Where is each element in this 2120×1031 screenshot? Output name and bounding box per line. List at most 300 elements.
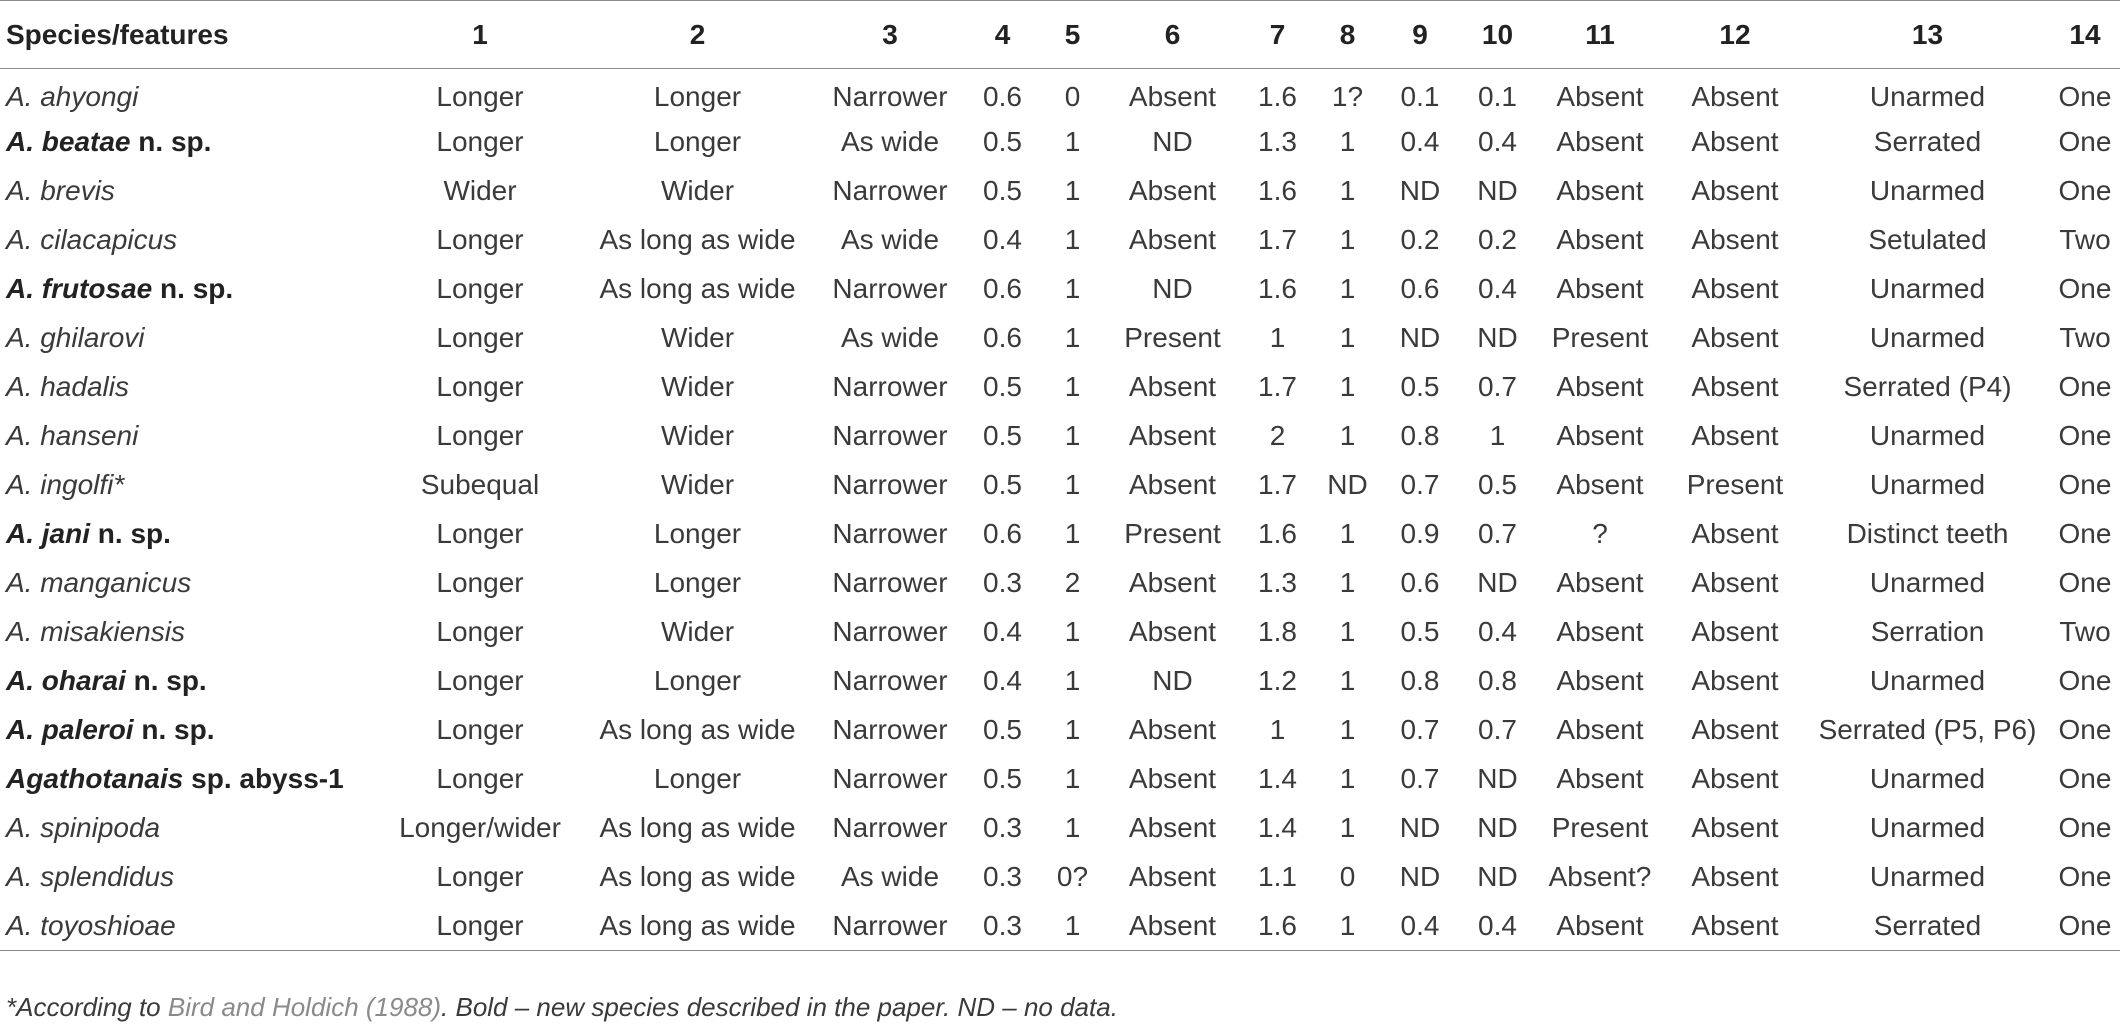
feature-cell-7: 1 (1269, 322, 1286, 353)
feature-cell-1: Longer (436, 763, 524, 794)
feature-cell-10: ND (1477, 175, 1518, 206)
species-name-cell (0, 412, 380, 461)
feature-cell-10: 0.8 (1478, 665, 1517, 696)
feature-cell-9: ND (1399, 322, 1441, 353)
feature-cell-13: Unarmed (1869, 861, 1986, 892)
footnote-prefix: *According to (6, 992, 168, 1022)
feature-cell-9: 0.8 (1400, 665, 1440, 696)
feature-cell-13: Unarmed (1869, 322, 1986, 353)
footnote-reference-link[interactable]: Bird and Holdich (1988) (167, 992, 442, 1022)
feature-cell-7: 1.6 (1258, 175, 1297, 206)
feature-cell-14: One (2058, 861, 2112, 892)
feature-cell-10: 0.4 (1478, 273, 1517, 304)
feature-cell-3: As wide (840, 322, 940, 353)
feature-cell-6: Absent (1128, 567, 1217, 598)
feature-cell-11: Absent (1556, 81, 1644, 113)
feature-cell-11: Absent (1556, 714, 1644, 745)
species-name-cell (0, 657, 380, 706)
table-row (0, 216, 2120, 265)
feature-cell-6: ND (1152, 273, 1193, 304)
feature-cell-4: 0.6 (983, 273, 1022, 304)
feature-cell-14: One (2058, 175, 2112, 206)
feature-cell-1: Longer (436, 420, 524, 451)
feature-cell-3: As wide (840, 126, 940, 157)
feature-cell-12: Absent (1691, 371, 1779, 402)
feature-cell-1: Wider (443, 175, 517, 206)
feature-cell-6: Absent (1128, 224, 1217, 255)
table-row (0, 118, 2120, 167)
feature-cell-5: 1 (1064, 371, 1081, 402)
feature-cell-9: 0.4 (1380, 902, 1460, 951)
table-row (0, 657, 2120, 706)
feature-cell-11: Absent (1556, 665, 1644, 696)
feature-cell-13: Unarmed (1869, 469, 1986, 500)
feature-cell-13: Unarmed (1869, 812, 1986, 843)
feature-cell-10: 0.7 (1478, 714, 1517, 745)
column-header-10: 10 (1460, 1, 1535, 69)
feature-cell-3: As wide (840, 224, 940, 255)
feature-cell-6: Absent (1128, 81, 1217, 113)
feature-cell-5: 1 (1064, 665, 1081, 696)
feature-cell-7: 1.6 (1240, 902, 1315, 951)
feature-cell-12: Absent (1691, 126, 1779, 157)
feature-cell-7: 1.6 (1258, 273, 1297, 304)
feature-cell-1: Longer (436, 81, 524, 113)
feature-cell-13: Unarmed (1869, 567, 1986, 598)
feature-cell-4: 0.3 (983, 812, 1022, 843)
feature-cell-3: Narrower (832, 763, 948, 794)
table-row (0, 510, 2120, 559)
feature-cell-5: 1 (1064, 812, 1081, 843)
species-name: A. hadalis (6, 371, 129, 402)
feature-cell-8: 1 (1339, 714, 1356, 745)
species-name: A. splendidus (6, 861, 175, 892)
table-header-row (0, 1, 2120, 69)
table-row (0, 461, 2120, 510)
feature-cell-12: Absent (1691, 224, 1779, 255)
column-header-species: Species/features (0, 1, 380, 69)
feature-cell-13: Serration (1870, 616, 1985, 647)
feature-cell-7: 1.4 (1258, 812, 1297, 843)
feature-cell-11: Present (1551, 812, 1649, 843)
feature-cell-9: 0.7 (1400, 763, 1440, 794)
column-header-12: 12 (1665, 1, 1805, 69)
feature-cell-11: Absent (1556, 273, 1644, 304)
feature-cell-2: Wider (660, 616, 735, 647)
table-row (0, 608, 2120, 657)
feature-cell-12: Present (1686, 469, 1784, 500)
species-name-suffix: n. sp. (152, 273, 234, 304)
feature-cell-10: ND (1477, 322, 1518, 353)
feature-cell-1: Longer (436, 567, 524, 598)
column-header-6: 6 (1105, 1, 1240, 69)
column-header-13: 13 (1805, 1, 2050, 69)
feature-cell-2: As long as wide (599, 714, 796, 745)
feature-cell-11: Absent (1556, 126, 1644, 157)
feature-cell-2: Wider (660, 371, 735, 402)
species-name: A. spinipoda (6, 812, 161, 843)
feature-cell-7: 1.7 (1258, 371, 1297, 402)
species-name-cell (0, 118, 380, 167)
feature-cell-14: One (2058, 81, 2112, 113)
feature-cell-12: Absent (1691, 273, 1779, 304)
species-name-cell (0, 902, 380, 951)
feature-cell-3: Narrower (832, 665, 948, 696)
species-name-cell (0, 69, 380, 118)
feature-cell-14: One (2058, 371, 2112, 402)
table-row (0, 853, 2120, 902)
feature-cell-4: 0.4 (983, 665, 1022, 696)
feature-cell-10: 0.4 (1460, 902, 1535, 951)
feature-cell-6: Present (1124, 322, 1221, 353)
feature-cell-10: ND (1477, 763, 1518, 794)
feature-cell-3: Narrower (832, 616, 948, 647)
feature-cell-10: 1 (1489, 420, 1506, 451)
species-name-cell (0, 608, 380, 657)
species-name-cell (0, 461, 380, 510)
feature-cell-6: Absent (1128, 812, 1217, 843)
table-row (0, 314, 2120, 363)
feature-cell-12: Absent (1691, 714, 1779, 745)
feature-cell-12: Absent (1691, 665, 1779, 696)
feature-cell-1: Longer (380, 902, 580, 951)
feature-cell-3: Narrower (832, 371, 948, 402)
species-name: A. ghilarovi (6, 322, 145, 353)
feature-cell-2: Wider (660, 322, 735, 353)
table-row (0, 804, 2120, 853)
species-name-cell (0, 706, 380, 755)
feature-cell-12: Absent (1691, 616, 1779, 647)
feature-cell-7: 1.1 (1258, 861, 1297, 892)
feature-cell-12: Absent (1691, 81, 1779, 113)
feature-cell-4: 0.5 (983, 763, 1022, 794)
feature-cell-7: 1.2 (1258, 665, 1297, 696)
species-name: A. paleroi (6, 714, 134, 745)
feature-cell-9: 0.1 (1400, 81, 1440, 113)
feature-cell-8: 1 (1339, 763, 1356, 794)
feature-cell-1: Longer (436, 518, 524, 549)
column-header-14: 14 (2050, 1, 2120, 69)
feature-cell-1: Longer (436, 616, 524, 647)
feature-cell-3: Narrower (815, 902, 965, 951)
feature-cell-5: 0? (1056, 861, 1089, 892)
feature-cell-11: Absent (1556, 616, 1644, 647)
feature-cell-10: 0.4 (1478, 616, 1517, 647)
feature-cell-9: 0.2 (1400, 224, 1440, 255)
feature-cell-7: 1.3 (1258, 567, 1297, 598)
column-header-5: 5 (1040, 1, 1105, 69)
table-row (0, 167, 2120, 216)
feature-cell-2: As long as wide (599, 812, 796, 843)
feature-cell-6: Absent (1128, 469, 1217, 500)
table-row (0, 363, 2120, 412)
feature-cell-13: Serrated (P5, P6) (1818, 714, 2037, 745)
feature-cell-6: Absent (1105, 902, 1240, 951)
feature-cell-6: Present (1124, 518, 1221, 549)
feature-cell-14: One (2058, 469, 2112, 500)
feature-cell-11: Absent? (1548, 861, 1652, 892)
table-row (0, 69, 2120, 118)
feature-cell-4: 0.3 (983, 861, 1022, 892)
column-header-8: 8 (1315, 1, 1380, 69)
feature-cell-10: 0.5 (1478, 469, 1517, 500)
feature-cell-1: Longer (436, 322, 524, 353)
feature-cell-4: 0.5 (983, 714, 1022, 745)
feature-cell-14: One (2058, 812, 2112, 843)
species-name-suffix: n. sp. (125, 665, 207, 696)
species-name-cell (0, 510, 380, 559)
feature-cell-14: One (2058, 273, 2112, 304)
feature-cell-9: 0.5 (1400, 616, 1440, 647)
feature-cell-2: Longer (653, 81, 742, 113)
table-footnote (6, 992, 1118, 1023)
species-name-cell (0, 216, 380, 265)
feature-cell-2: Wider (660, 469, 735, 500)
feature-cell-12: Absent (1691, 812, 1779, 843)
species-name: A. hanseni (6, 420, 139, 451)
species-name: A. manganicus (6, 567, 192, 598)
feature-cell-5: 1 (1064, 273, 1081, 304)
column-header-11: 11 (1535, 1, 1665, 69)
feature-cell-1: Longer (436, 714, 524, 745)
feature-cell-5: 0 (1064, 81, 1081, 113)
feature-cell-10: ND (1477, 861, 1518, 892)
feature-cell-7: 1.7 (1258, 224, 1297, 255)
feature-cell-3: Narrower (832, 420, 948, 451)
feature-cell-7: 1.6 (1258, 518, 1297, 549)
feature-cell-14: One (2058, 518, 2112, 549)
species-name-cell (0, 804, 380, 853)
feature-cell-13: Serrated (1873, 126, 1982, 157)
feature-cell-13: Setulated (1868, 224, 1987, 255)
feature-cell-5: 2 (1064, 567, 1081, 598)
feature-cell-11: Present (1551, 322, 1649, 353)
feature-cell-11: Absent (1556, 469, 1644, 500)
feature-cell-12: Absent (1691, 567, 1779, 598)
feature-cell-6: Absent (1128, 371, 1217, 402)
species-name-suffix: n. sp. (130, 126, 212, 157)
feature-cell-4: 0.3 (965, 902, 1040, 951)
feature-cell-14: One (2058, 714, 2112, 745)
feature-cell-13: Serrated (P4) (1843, 371, 2012, 402)
species-name-cell (0, 363, 380, 412)
species-name-cell (0, 853, 380, 902)
feature-cell-5: 1 (1064, 224, 1081, 255)
feature-cell-2: Longer (653, 567, 742, 598)
feature-cell-9: 0.9 (1400, 518, 1440, 549)
feature-cell-5: 1 (1064, 714, 1081, 745)
feature-cell-13: Unarmed (1869, 81, 1986, 113)
feature-cell-1: Longer (436, 273, 524, 304)
feature-cell-1: Longer (436, 371, 524, 402)
feature-cell-8: 1? (1331, 81, 1364, 113)
feature-cell-3: Narrower (832, 81, 948, 113)
table-row (0, 755, 2120, 804)
feature-cell-2: As long as wide (599, 224, 796, 255)
feature-cell-2: Longer (653, 518, 742, 549)
feature-cell-7: 1 (1269, 714, 1286, 745)
table-row (0, 265, 2120, 314)
feature-cell-14: One (2058, 665, 2112, 696)
species-name-cell (0, 314, 380, 363)
feature-cell-11: Absent (1556, 175, 1644, 206)
feature-cell-5: 1 (1064, 518, 1081, 549)
feature-cell-13: Serrated (1805, 902, 2050, 951)
feature-cell-2: Longer (653, 665, 742, 696)
feature-cell-3: Narrower (832, 175, 948, 206)
species-name: A. jani (6, 518, 91, 549)
feature-cell-7: 2 (1269, 420, 1286, 451)
feature-cell-9: 0.7 (1400, 469, 1440, 500)
table-row (0, 559, 2120, 608)
feature-cell-12: Absent (1691, 322, 1779, 353)
feature-cell-8: 1 (1339, 616, 1356, 647)
feature-cell-13: Unarmed (1869, 665, 1986, 696)
feature-cell-6: Absent (1128, 616, 1217, 647)
species-name: A. frutosae (6, 273, 153, 304)
column-header-3: 3 (815, 1, 965, 69)
feature-cell-10: 0.7 (1478, 371, 1517, 402)
feature-cell-5: 1 (1040, 902, 1105, 951)
feature-cell-5: 1 (1064, 126, 1081, 157)
feature-cell-4: 0.5 (983, 371, 1022, 402)
feature-cell-3: Narrower (832, 567, 948, 598)
feature-cell-2: As long as wide (580, 902, 815, 951)
species-name: A. beatae (6, 126, 131, 157)
species-name: A. oharai (6, 665, 126, 696)
feature-cell-13: Unarmed (1869, 175, 1986, 206)
feature-cell-9: 0.6 (1400, 273, 1440, 304)
feature-cell-3: As wide (840, 861, 940, 892)
feature-cell-12: Absent (1665, 902, 1805, 951)
feature-cell-9: 0.5 (1400, 371, 1440, 402)
feature-cell-2: Wider (660, 175, 735, 206)
feature-cell-7: 1.7 (1258, 469, 1297, 500)
footnote-suffix: . Bold – new species described in the paper. ND – no data. (441, 992, 1118, 1022)
feature-cell-2: Longer (653, 763, 742, 794)
feature-cell-11: Absent (1556, 420, 1644, 451)
feature-cell-12: Absent (1691, 420, 1779, 451)
species-name: A. toyoshioae (6, 909, 176, 941)
feature-cell-14: Two (2059, 224, 2111, 255)
feature-cell-2: As long as wide (599, 273, 796, 304)
species-name: A. cilacapicus (6, 224, 178, 255)
feature-cell-4: 0.4 (983, 224, 1022, 255)
feature-cell-8: 1 (1339, 175, 1356, 206)
feature-cell-9: 0.7 (1400, 714, 1440, 745)
feature-cell-6: Absent (1128, 763, 1217, 794)
feature-cell-1: Longer (436, 224, 524, 255)
feature-cell-13: Unarmed (1869, 420, 1986, 451)
feature-cell-3: Narrower (832, 469, 948, 500)
species-name-cell (0, 559, 380, 608)
feature-cell-14: One (2058, 126, 2112, 157)
feature-cell-1: Subequal (420, 469, 540, 500)
feature-cell-11: Absent (1556, 224, 1644, 255)
feature-cell-8: 1 (1339, 273, 1356, 304)
feature-cell-4: 0.3 (983, 567, 1022, 598)
feature-cell-10: 0.4 (1478, 126, 1517, 157)
feature-cell-3: Narrower (832, 812, 948, 843)
feature-cell-5: 1 (1064, 322, 1081, 353)
feature-cell-8: 1 (1339, 224, 1356, 255)
feature-cell-14: One (2058, 763, 2112, 794)
feature-cell-5: 1 (1064, 420, 1081, 451)
feature-cell-11: Absent (1535, 902, 1665, 951)
feature-cell-8: 1 (1339, 567, 1356, 598)
feature-cell-9: 0.4 (1400, 126, 1440, 157)
table-row (0, 706, 2120, 755)
species-name-suffix: n. sp. (133, 714, 215, 745)
feature-cell-7: 1.8 (1258, 616, 1297, 647)
feature-cell-13: Unarmed (1869, 763, 1986, 794)
feature-cell-2: As long as wide (599, 861, 796, 892)
feature-cell-8: ND (1327, 469, 1368, 500)
feature-cell-8: 1 (1315, 902, 1380, 951)
feature-cell-6: Absent (1128, 861, 1217, 892)
feature-cell-7: 1.3 (1258, 126, 1297, 157)
feature-cell-8: 1 (1339, 812, 1356, 843)
feature-cell-8: 1 (1339, 126, 1356, 157)
species-name: A. ingolfi* (6, 469, 125, 500)
feature-cell-5: 1 (1064, 175, 1081, 206)
feature-cell-9: ND (1399, 861, 1441, 892)
feature-cell-5: 1 (1064, 616, 1081, 647)
feature-cell-2: Longer (653, 126, 742, 157)
feature-cell-1: Longer/wider (399, 812, 561, 843)
table-row (0, 902, 2120, 951)
feature-cell-7: 1.6 (1258, 81, 1297, 113)
feature-cell-10: 0.2 (1478, 224, 1517, 255)
feature-cell-6: Absent (1128, 175, 1217, 206)
column-header-9: 9 (1380, 1, 1460, 69)
feature-cell-9: 0.8 (1400, 420, 1440, 451)
feature-cell-11: Absent (1556, 763, 1644, 794)
column-header-1: 1 (380, 1, 580, 69)
feature-cell-8: 0 (1339, 861, 1356, 892)
feature-cell-11: Absent (1556, 371, 1644, 402)
feature-cell-8: 1 (1339, 665, 1356, 696)
feature-cell-1: Longer (436, 861, 524, 892)
feature-cell-11: ? (1592, 518, 1608, 549)
species-name-suffix: sp. abyss-1 (183, 763, 344, 794)
feature-cell-13: Distinct teeth (1846, 518, 2009, 549)
species-name-cell (0, 265, 380, 314)
column-header-7: 7 (1240, 1, 1315, 69)
table-row (0, 412, 2120, 461)
feature-cell-5: 1 (1064, 469, 1081, 500)
feature-cell-3: Narrower (832, 518, 948, 549)
feature-cell-4: 0.5 (983, 175, 1022, 206)
feature-cell-10: 0.7 (1478, 518, 1517, 549)
feature-cell-6: Absent (1128, 714, 1217, 745)
feature-cell-11: Absent (1556, 567, 1644, 598)
species-name: Agathotanais (6, 763, 184, 794)
feature-cell-14: One (2050, 902, 2120, 951)
feature-cell-14: Two (2059, 616, 2111, 647)
feature-cell-5: 1 (1064, 763, 1081, 794)
feature-cell-8: 1 (1339, 518, 1356, 549)
feature-cell-14: One (2058, 420, 2112, 451)
feature-cell-9: 0.6 (1400, 567, 1440, 598)
feature-cell-1: Longer (436, 665, 524, 696)
species-name: A. misakiensis (6, 616, 185, 647)
species-name-cell (0, 167, 380, 216)
feature-cell-3: Narrower (832, 273, 948, 304)
feature-cell-4: 0.6 (983, 322, 1022, 353)
feature-cell-8: 1 (1339, 322, 1356, 353)
feature-cell-2: Wider (660, 420, 735, 451)
